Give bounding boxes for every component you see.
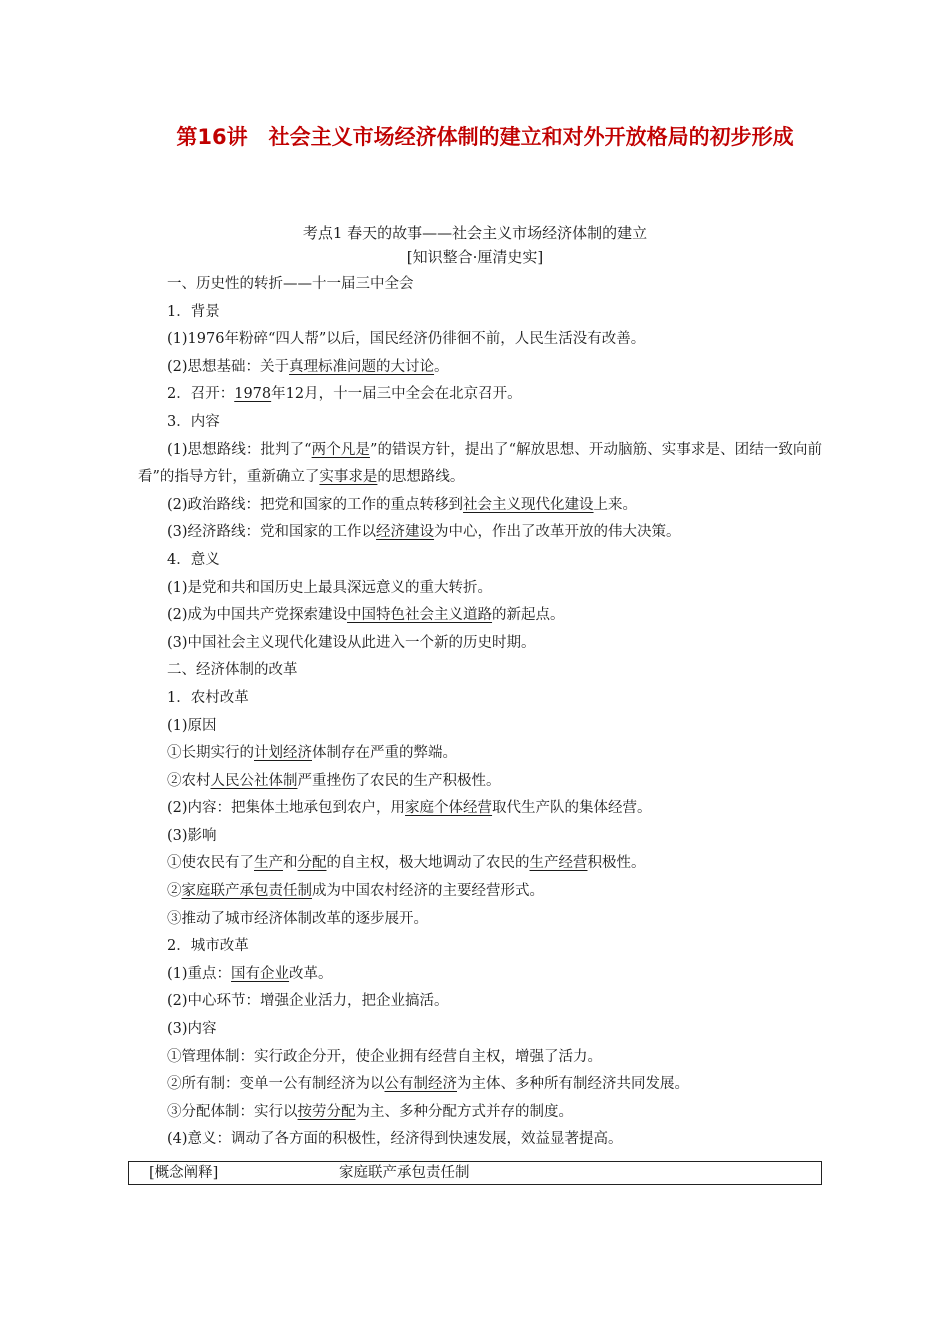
line-text: 年12月，十一届三中全会在北京召开。 xyxy=(271,386,522,403)
text-line xyxy=(138,630,822,658)
text-line xyxy=(138,1126,822,1154)
line-text: (4)意义：调动了各方面的积极性，经济得到快速发展，效益显著提高。 xyxy=(167,1131,623,1148)
concept-box xyxy=(128,1161,822,1185)
text-line xyxy=(138,602,822,630)
text-line xyxy=(138,1016,822,1044)
line-text: ①使农民有了 xyxy=(167,855,254,872)
text-line xyxy=(138,1071,822,1099)
line-text: ①长期实行的 xyxy=(167,745,254,762)
key-term: 人民公社体制 xyxy=(210,772,298,789)
text-line xyxy=(138,906,822,934)
line-text: 一、历史性的转折——十一届三中全会 xyxy=(167,276,414,292)
line-text: (2)思想基础：关于 xyxy=(167,358,290,375)
key-term: 中国特色社会主义道路 xyxy=(347,607,493,624)
text-line xyxy=(138,299,822,327)
line-text: 为中心，作出了改革开放的伟大决策。 xyxy=(434,524,681,541)
text-line xyxy=(138,740,822,768)
line-text: ② xyxy=(167,883,182,900)
text-line xyxy=(138,685,822,713)
key-term: 生产经营 xyxy=(529,855,588,872)
text-line xyxy=(138,437,822,492)
line-text: ③推动了城市经济体制改革的逐步展开。 xyxy=(167,910,428,927)
line-text: (3)影响 xyxy=(167,827,217,844)
line-text: 二、经济体制的改革 xyxy=(167,662,298,679)
line-text: (2)政治路线：把党和国家的工作的重点转移到 xyxy=(167,496,464,513)
line-text: 1．背景 xyxy=(167,303,220,320)
text-line xyxy=(138,271,822,299)
key-term: 按劳分配 xyxy=(297,1103,356,1120)
text-line xyxy=(138,326,822,354)
text-line xyxy=(138,961,822,989)
text-line xyxy=(138,547,822,575)
text-line xyxy=(138,657,822,685)
line-text: 。 xyxy=(434,358,449,375)
line-text: ②所有制：变单一公有制经济为以 xyxy=(167,1076,385,1093)
line-text: 的新起点。 xyxy=(492,607,565,624)
text-line xyxy=(138,795,822,823)
key-term: 1978 xyxy=(234,386,272,403)
line-text: ③分配体制：实行以 xyxy=(167,1103,298,1120)
line-text: (2)内容：把集体土地承包到农户，用 xyxy=(167,800,406,817)
key-term: 两个凡是 xyxy=(311,441,370,458)
line-text: 成为中国农村经济的主要经营形式。 xyxy=(312,883,544,900)
text-line xyxy=(138,768,822,796)
line-text: 3．内容 xyxy=(167,413,220,430)
line-text: (3)中国社会主义现代化建设从此进入一个新的历史时期。 xyxy=(167,634,536,651)
text-line xyxy=(138,409,822,437)
text-line xyxy=(138,381,822,409)
line-text: 2．城市改革 xyxy=(167,938,249,955)
text-line xyxy=(138,878,822,906)
line-text: ②农村 xyxy=(167,772,211,789)
concept-term: 家庭联产承包责任制 xyxy=(339,1165,470,1181)
text-line xyxy=(138,713,822,741)
key-term: 实事求是 xyxy=(319,469,378,486)
text-line xyxy=(138,492,822,520)
text-line xyxy=(138,850,822,878)
concept-label: [概念阐释] xyxy=(149,1165,219,1181)
key-term: 经济建设 xyxy=(376,524,435,541)
line-text: ①管理体制：实行政企分开，使企业拥有经营自主权，增强了活力。 xyxy=(167,1048,602,1065)
lesson-body xyxy=(138,271,822,1154)
line-text: (2)中心环节：增强企业活力，把企业搞活。 xyxy=(167,993,449,1010)
line-text: (1)思想路线：批判了“ xyxy=(167,441,312,458)
line-text: 1．农村改革 xyxy=(167,689,249,706)
line-text: 的自主权，极大地调动了农民的 xyxy=(326,855,530,872)
line-text: 2．召开： xyxy=(167,386,235,403)
line-text: (1)原因 xyxy=(167,717,217,734)
line-text: ”的错误方针，提出了“解放思想、开动脑筋、实事求是、团结一致向前看”的指导方针，重新确立了 xyxy=(138,441,823,486)
line-text: 积极性。 xyxy=(587,855,646,872)
line-text: (3)内容 xyxy=(167,1021,217,1038)
key-term: 国有企业 xyxy=(231,965,290,982)
key-term: 家庭个体经营 xyxy=(405,800,493,817)
text-line xyxy=(138,354,822,382)
line-text: 4．意义 xyxy=(167,551,220,568)
line-text: (2)成为中国共产党探索建设 xyxy=(167,607,348,624)
text-line xyxy=(138,519,822,547)
line-text: (1)重点： xyxy=(167,965,232,982)
line-text: (1)是党和共和国历史上最具深远意义的重大转折。 xyxy=(167,579,493,596)
line-text: 上来。 xyxy=(593,496,638,513)
line-text: 严重挫伤了农民的生产积极性。 xyxy=(297,772,501,789)
key-term: 生产 xyxy=(254,855,283,872)
text-line xyxy=(138,1099,822,1127)
line-text: 为主体、多种所有制经济共同发展。 xyxy=(457,1076,689,1093)
key-term: 家庭联产承包责任制 xyxy=(181,883,312,900)
line-text: 体制存在严重的弊端。 xyxy=(312,745,457,762)
line-text: (1)1976年粉碎“四人帮”以后，国民经济仍徘徊不前，人民生活没有改善。 xyxy=(167,331,646,348)
line-text: 改革。 xyxy=(289,965,333,982)
lesson-title: 第16讲 社会主义市场经济体制的建立和对外开放格局的初步形成 xyxy=(176,125,794,149)
text-line xyxy=(138,823,822,851)
text-line xyxy=(138,988,822,1016)
line-text: 的思想路线。 xyxy=(377,469,465,486)
key-term: 公有制经济 xyxy=(384,1076,457,1093)
section-tag: [知识整合·厘清史实] xyxy=(406,248,544,266)
text-line xyxy=(138,575,822,603)
text-line xyxy=(138,1044,822,1072)
section-heading: 考点1 春天的故事——社会主义市场经济体制的建立 xyxy=(302,224,648,242)
key-term: 计划经济 xyxy=(254,745,312,762)
line-text: 取代生产队的集体经营。 xyxy=(492,800,652,817)
text-line xyxy=(138,933,822,961)
line-text: 和 xyxy=(283,855,298,872)
line-text: (3)经济路线：党和国家的工作以 xyxy=(167,524,377,541)
line-text: 为主、多种分配方式并存的制度。 xyxy=(355,1103,573,1120)
key-term: 真理标准问题的大讨论 xyxy=(289,358,435,375)
key-term: 分配 xyxy=(297,855,327,872)
key-term: 社会主义现代化建设 xyxy=(463,496,594,513)
